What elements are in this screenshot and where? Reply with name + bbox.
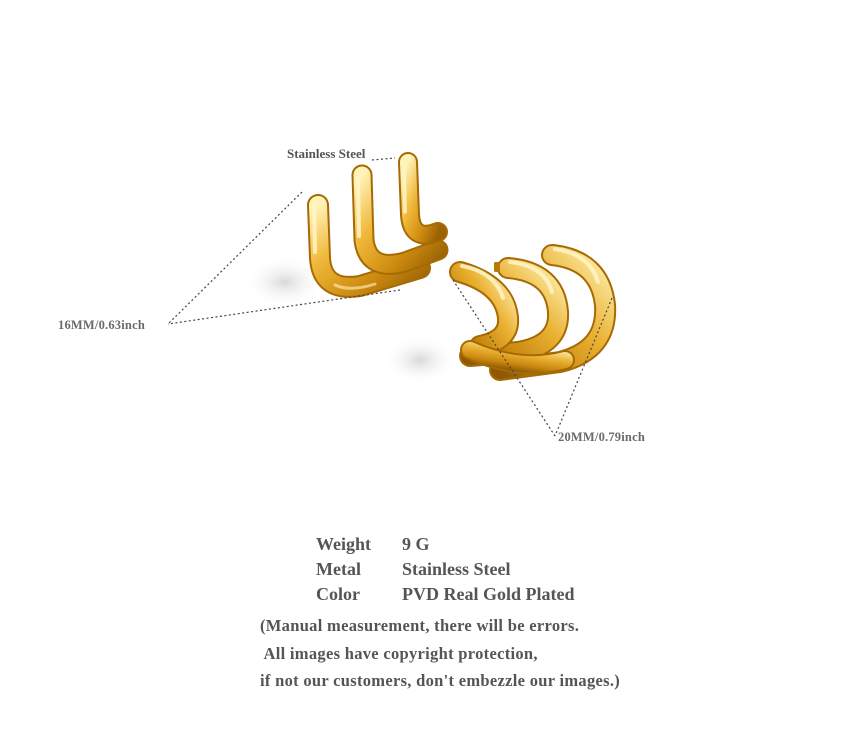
width-dimension-label: 20MM/0.79inch: [558, 430, 645, 444]
spec-table: [316, 532, 575, 607]
left-earring: [314, 162, 438, 288]
spec-key: Weight: [316, 534, 372, 554]
height-dimension-label: 16MM/0.63inch: [58, 318, 145, 332]
spec-key: Color: [316, 584, 360, 604]
note-line: if not our customers, don't embezzle our images.): [260, 671, 621, 690]
right-earring: [460, 249, 605, 370]
spec-value: 9 G: [402, 534, 430, 554]
spec-row-weight: [316, 532, 575, 557]
spec-row-metal: [316, 557, 575, 582]
disclaimer-notes: [260, 612, 620, 695]
note-line: All images have copyright protection,: [260, 643, 538, 663]
note-line: (Manual measurement, there will be errors.: [260, 616, 580, 635]
spec-key: Metal: [316, 559, 361, 579]
material-callout: Stainless Steel: [287, 146, 366, 161]
spec-value: Stainless Steel: [402, 559, 511, 579]
right-earring-shadow: [382, 336, 458, 384]
spec-row-color: [316, 582, 575, 607]
spec-value: PVD Real Gold Plated: [402, 584, 575, 604]
